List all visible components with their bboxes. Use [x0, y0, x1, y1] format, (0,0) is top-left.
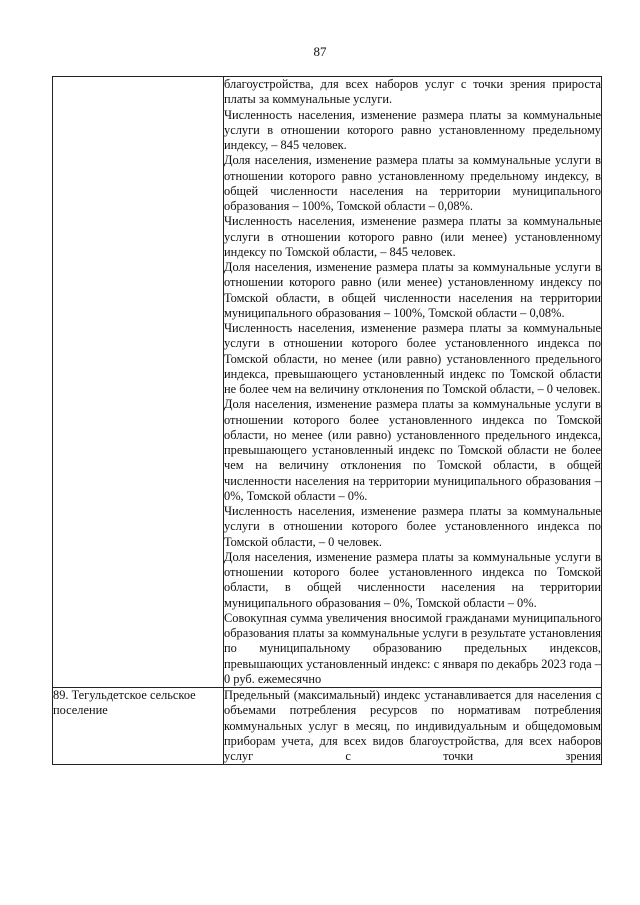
paragraph: Доля населения, изменение размера платы за коммунальные услуги в отношении которого равно установленному предельному индексу, в общей численности населения на территории муниципального образования – 100%, Томской области – 0,08%.: [224, 153, 601, 213]
paragraph: Численность населения, изменение размера платы за коммунальные услуги в отношении которого равно (или менее) установленному индексу по Томской области, – 845 человек.: [224, 214, 601, 259]
document-table: [52, 76, 602, 765]
paragraph: Предельный (максимальный) индекс устанавливается для населения с объемами потребления ресурсов по нормативам потребления коммунальных услуг в месяц, по индивидуальным и общедомовым приборам учета, для всех видов благоустройства, для всех наборов услуг с точки зрения: [224, 688, 601, 763]
paragraph: Численность населения, изменение размера платы за коммунальные услуги в отношении которого более установленного индекса по Томской области, но менее (или равно) установленного предельного индекса, превышающего установленный индекс по Томской области не более чем на величину отклонения по Томской области, – 0 человек.: [224, 321, 601, 396]
table-row: [53, 688, 602, 765]
description-cell: [224, 688, 602, 765]
paragraph: Численность населения, изменение размера платы за коммунальные услуги в отношении которого более установленного индекса по Томской области, – 0 человек.: [224, 504, 601, 549]
description-cell: [224, 77, 602, 688]
settlement-cell: [53, 688, 224, 765]
paragraph: Доля населения, изменение размера платы за коммунальные услуги в отношении которого равно (или менее) установленному индексу по Томской области, в общей численности населения на территории муниципального образования – 100%, Томской области – 0,08%.: [224, 260, 601, 320]
settlement-cell: [53, 77, 224, 688]
settlement-name: 89. Тегульдетское сельское поселение: [53, 688, 196, 718]
page-number: 87: [313, 44, 327, 59]
paragraph: благоустройства, для всех наборов услуг с точки зрения прироста платы за коммунальные услуги.: [224, 77, 601, 107]
table-row: [53, 77, 602, 688]
paragraph: Доля населения, изменение размера платы за коммунальные услуги в отношении которого более установленного индекса по Томской области, но менее (или равно) установленного предельного индекса, превышающего установленный индекс по Томской области не более чем на величину отклонения по Томской области, в общей численности населения на территории муниципального образования – 0%, Томской области – 0%.: [224, 397, 601, 503]
paragraph: Доля населения, изменение размера платы за коммунальные услуги в отношении которого более установленного индекса по Томской области, в общей численности населения на территории муниципального образования – 0%, Томской области – 0%.: [224, 549, 601, 610]
paragraph: Совокупная сумма увеличения вносимой гражданами муниципального образования платы за коммунальные услуги в результате установления по муниципальному образованию предельных индексов, превышающих установленный индекс: с января по декабрь 2023 года – 0 руб. ежемесячно: [224, 610, 601, 686]
paragraph: Численность населения, изменение размера платы за коммунальные услуги в отношении которого равно установленному предельному индексу, – 845 человек.: [224, 107, 601, 152]
